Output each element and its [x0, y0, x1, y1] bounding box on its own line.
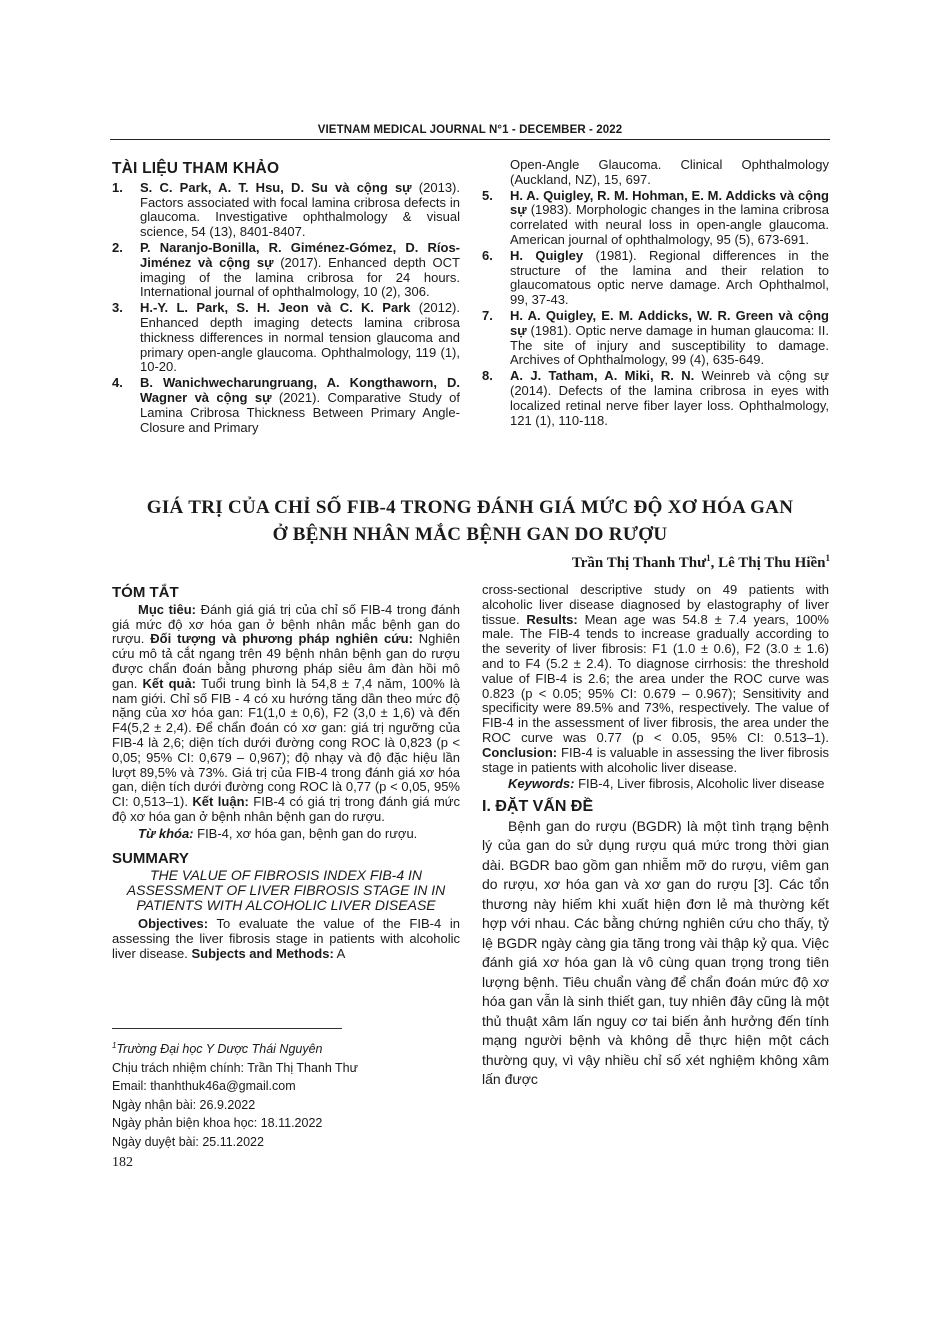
reference-authors: H. A. Quigley, E. M. Addicks, W. R. Green và cộng sự	[510, 307, 829, 338]
reference-text: (1983). Morphologic changes in the lamina cribrosa correlated with neural loss in open-angle glaucoma. American journal of ophthalmology, 95 (5), 673-691.	[510, 202, 829, 247]
objective-text: Đánh giá giá trị của chỉ số FIB-4 trong đánh giá mức độ xơ hóa gan ở bệnh nhân mắc bệnh gan do rượu.	[112, 601, 460, 647]
abstract-vi-paragraph	[112, 603, 460, 825]
methods-text: Nghiên cứu mô tả cắt ngang trên 49 bệnh nhân bệnh gan do rượu được chẩn đoán bằng phương pháp siêu âm đàn hồi mô gan.	[112, 631, 460, 691]
conclusion-en-text: FIB-4 is valuable in assessing the liver fibrosis stage in patients with alcoholic liver disease.	[482, 744, 829, 775]
reference-number: 5.	[482, 187, 493, 203]
reference-number: 1.	[112, 179, 123, 195]
header-rule	[110, 139, 830, 140]
footnote	[112, 1037, 460, 1151]
conclusion-text: FIB-4 có giá trị trong đánh giá mức độ xơ hóa gan ở bệnh nhân bệnh gan do rượu.	[112, 794, 460, 824]
page-number: 182	[112, 1155, 133, 1170]
keywords-label: Từ khóa:	[138, 825, 194, 841]
reference-number: 2.	[112, 239, 123, 255]
reference-list	[482, 158, 829, 428]
reference-item	[482, 369, 829, 428]
reference-authors: H. Quigley	[510, 247, 584, 263]
reference-number: 8.	[482, 368, 493, 384]
footnote-review-date: Ngày phản biện khoa học: 18.11.2022	[112, 1116, 323, 1131]
article-authors: Trần Thị Thanh Thư$^1$, Lê Thị Thu Hiền$^1$	[571, 553, 830, 571]
intro-paragraph: Bệnh gan do rượu (BGDR) là một tình trạng bệnh lý của gan do sử dụng rượu quá mức trong thời gian dài. BGDR bao gồm gan nhiễm mỡ do rượu, viêm gan do rượu, xơ hóa gan và xơ gan do rượu [3]. Các tổn thương này hiếm khi xuất hiện đơn lẻ mà thường kết hợp với nhau. Các bằng chứng nghiên cứu cho thấy, tỷ lệ BGDR ngày càng gia tăng trong vài thập kỷ qua. Việc đánh giá xơ hóa gan là vô cùng quan trọng trong tiên lượng bệnh. Tiêu chuẩn vàng để chẩn đoán mức độ xơ hóa gan vẫn là sinh thiết gan, tuy nhiên đây cũng là một thủ thuật xâm lấn nguy cơ tai biến ảnh hưởng đến tính mạng người bệnh và không dễ thực hiện một cách thường quy, vì vậy nhiều chỉ số xét nghiệm không xâm lấn được	[482, 817, 829, 1088]
keywords-en-text: FIB-4, Liver fibrosis, Alcoholic liver disease	[574, 776, 825, 792]
reference-authors: H. A. Quigley, R. M. Hohman, E. M. Addicks và cộng sự	[510, 187, 829, 218]
author-name: Trần Thị Thanh Thư	[571, 555, 707, 571]
reference-number: 7.	[482, 307, 493, 323]
keywords-en-label: Keywords:	[508, 776, 575, 792]
reference-text: (1981). Optic nerve damage in human glaucoma: II. The site of injury and susceptibility to damage. Archives of Ophthalmology, 99 (4), 635-649.	[510, 322, 829, 368]
summary-title: THE VALUE OF FIBROSIS INDEX FIB-4 IN ASSESSMENT OF LIVER FIBROSIS STAGE IN IN PATIENTS WITH ALCOHOLIC LIVER DISEASE	[126, 867, 446, 914]
keywords-en	[482, 777, 829, 792]
label-conclusion-en: Conclusion:	[482, 744, 558, 760]
reference-item	[112, 301, 460, 375]
intro-heading: I. ĐẶT VẤN ĐỀ	[482, 798, 594, 816]
footnote-email: Email: thanhthuk46a@gmail.com	[112, 1079, 296, 1094]
methods-en-text-b: cross-sectional descriptive study on 49 patients with alcoholic liver disease diagnosed by elastography of liver tissue.	[482, 582, 829, 627]
reference-authors: S. C. Park, A. T. Hsu, D. Su và cộng sự	[140, 179, 412, 195]
reference-number: 4.	[112, 375, 123, 391]
abstract-left-column	[112, 586, 460, 962]
footnote-accepted-date: Ngày duyệt bài: 25.11.2022	[112, 1134, 264, 1149]
label-methods-en: Subjects and Methods:	[191, 945, 334, 961]
reference-text: Weinreb và cộng sự (2014). Defects of the lamina cribrosa in eyes with localized retinal nerve fiber layer loss. Ophthalmology, 121 (1), 110-118.	[510, 368, 829, 428]
reference-text: (1981). Regional differences in the structure of the lamina and their relation to glaucomatous optic nerve damage. Arch Ophthalmol, 99, 37-43.	[510, 247, 829, 308]
footnote-received-date: Ngày nhận bài: 26.9.2022	[112, 1097, 256, 1112]
results-en-text: Mean age was 54.8 ± 7.4 years, 100% male. The FIB-4 tends to increase gradually according to the severity of liver fibrosis: F1 (1.0 ± 0.6), F2 (3.0 ± 1.6) and to F4 (5.2 ± 2.4). To diagnose cirrhosis: the threshold value of FIB-4 is 2.6; the area under the ROC curve was 0.823 (p < 0.05; 95% CI: 0.679 – 0.967); Sensitivity and specificity were 89.5% and 73%, respectively. The value of FIB-4 in the assessment of liver fibrosis, the area under the ROC curve was 0.77 (p < 0.05, 95% CI: 0.513–1).	[482, 611, 829, 745]
reference-item	[482, 189, 829, 248]
author-affiliation-mark: 1	[706, 553, 711, 563]
article-title	[110, 494, 830, 548]
reference-authors: H.-Y. L. Park, S. H. Jeon và C. K. Park	[140, 300, 411, 316]
reference-list	[112, 181, 460, 436]
reference-text: (2021). Comparative Study of Lamina Cribrosa Thickness Between Primary Angle-Closure and Primary	[140, 389, 460, 435]
summary-paragraph-continued	[482, 583, 829, 775]
keywords-text: FIB-4, xơ hóa gan, bệnh gan do rượu.	[193, 825, 418, 841]
label-results-en: Results:	[526, 611, 578, 627]
reference-text: (2017). Enhanced depth OCT imaging of the lamina cribrosa for 24 hours. International journal of ophthalmology, 10 (2), 306.	[140, 254, 460, 300]
author-affiliation-mark: 1	[825, 553, 830, 563]
label-objective: Mục tiêu:	[138, 601, 197, 617]
reference-authors: B. Wanichwecharungruang, A. Kongthaworn, D. Wagner và cộng sự	[140, 375, 460, 405]
reference-item	[482, 249, 829, 308]
author-name: Lê Thị Thu Hiền	[718, 555, 826, 571]
summary-heading: SUMMARY	[112, 849, 189, 867]
objectives-en-text: To evaluate the value of the FIB-4 in assessing the liver fibrosis stage in patients with alcoholic liver disease.	[112, 916, 460, 961]
running-header: VIETNAM MEDICAL JOURNAL N°1 - DECEMBER - 2022	[317, 124, 623, 136]
reference-text: (2012). Enhanced depth imaging detects lamina cribrosa thickness differences in normal tension glaucoma and primary open-angle glaucoma. Ophthalmology, 119 (1), 10-20.	[140, 300, 460, 375]
methods-en-text-a: A	[333, 945, 346, 961]
article-title-line-2: Ở BỆNH NHÂN MẮC BỆNH GAN DO RƯỢU	[272, 524, 668, 545]
label-objectives-en: Objectives:	[138, 916, 209, 932]
abstract-right-column	[482, 583, 829, 1090]
reference-text: Open-Angle Glaucoma. Clinical Ophthalmology (Auckland, NZ), 15, 697.	[510, 157, 829, 187]
footnote-responsible: Chịu trách nhiệm chính: Trần Thị Thanh Thư	[112, 1060, 359, 1075]
reference-number: 3.	[112, 300, 123, 316]
reference-authors: P. Naranjo-Bonilla, R. Giménez-Gómez, D. Ríos-Jiménez và cộng sự	[140, 239, 460, 270]
reference-item-continued	[482, 158, 829, 188]
reference-item	[482, 309, 829, 368]
abstract-vi-heading: TÓM TẮT	[112, 584, 179, 601]
results-text: Tuổi trung bình là 54,8 ± 7,4 năm, 100% là nam giới. Chỉ số FIB - 4 có xu hướng tăng dần theo mức độ nặng của xơ hóa gan: F1(1,0 ± 0,6), F2 (3,0 ± 1,6) và đến F4(5,2 ± 2,4). Để chẩn đoán có xơ gan: giá trị ngưỡng của FIB-4 là 2,6; diện tích dưới đường cong ROC là 0,823 (p < 0,05; 95% CI: 0,679 – 0,967); độ nhạy và độ đặc hiệu lần lượt 89,5% và 73%. Giá trị của FIB-4 trong đánh giá xơ hóa gan, diện tích dưới đường cong ROC là 0,77 (p < 0,05, 95% CI: 0,513–1).	[112, 675, 460, 810]
reference-authors: A. J. Tatham, A. Miki, R. N.	[510, 368, 695, 384]
reference-item	[112, 181, 460, 240]
footnote-affiliation: $^1$Trường Đại học Y Dược Thái Nguyên	[112, 1041, 323, 1057]
summary-paragraph	[112, 917, 460, 961]
reference-item	[112, 376, 460, 435]
reference-number: 6.	[482, 247, 493, 263]
label-methods: Đối tượng và phương pháp nghiên cứu:	[150, 631, 413, 647]
keywords-vi	[112, 827, 460, 842]
footnote-rule	[112, 1028, 342, 1029]
article-title-line-1: GIÁ TRỊ CỦA CHỈ SỐ FIB-4 TRONG ĐÁNH GIÁ MỨC ĐỘ XƠ HÓA GAN	[146, 497, 794, 518]
reference-item	[112, 241, 460, 300]
reference-text: (2013). Factors associated with focal lamina cribrosa defects in glaucoma. Investigative ophthalmology & visual science, 54 (13), 8401-8407.	[140, 179, 460, 240]
label-conclusion: Kết luận:	[192, 794, 249, 810]
references-right-column	[482, 158, 829, 429]
references-left-column	[112, 158, 460, 436]
label-results: Kết quả:	[142, 675, 197, 691]
references-heading: TÀI LIỆU THAM KHẢO	[112, 160, 280, 177]
